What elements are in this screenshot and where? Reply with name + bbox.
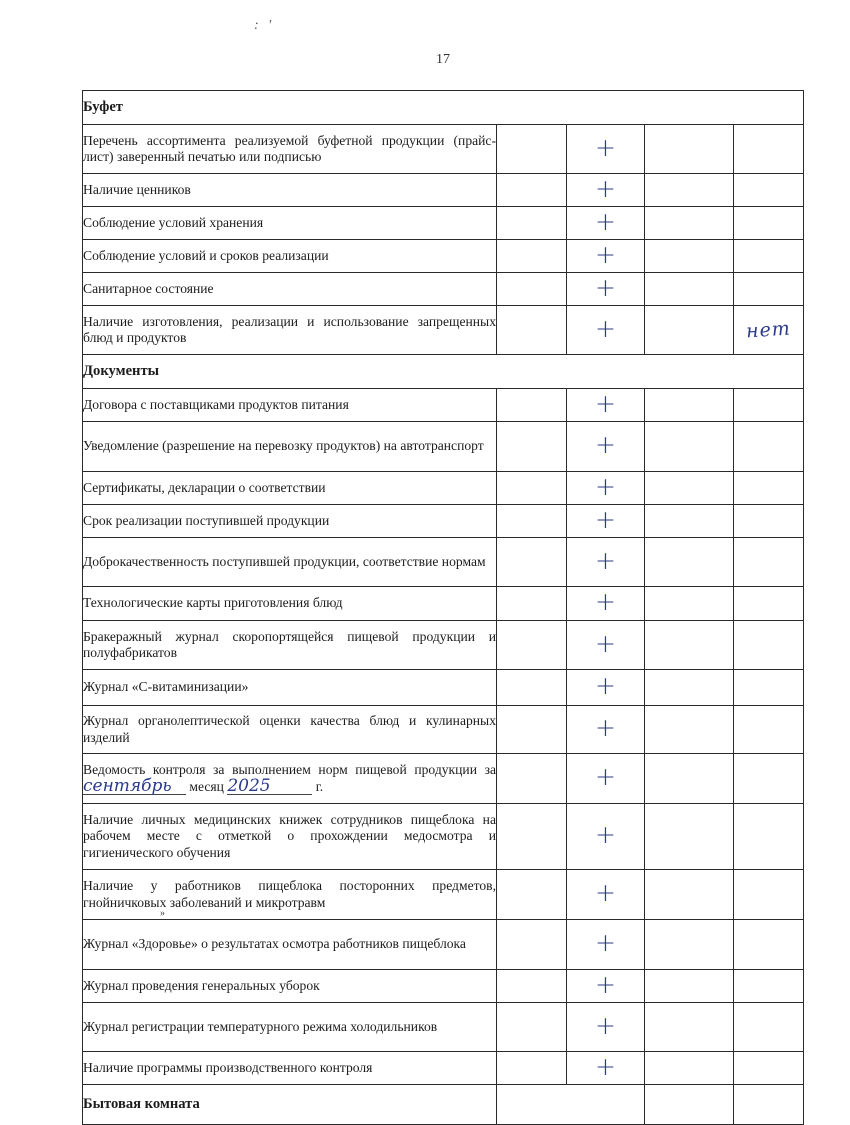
page-number: 17: [436, 52, 450, 67]
empty-cell: [497, 389, 567, 422]
section-header-row: [83, 355, 804, 389]
mark-cell: [567, 754, 645, 804]
empty-cell: [497, 1003, 567, 1052]
note-cell: [734, 273, 804, 306]
table-row: [83, 870, 804, 920]
plus-mark: +: [595, 587, 616, 616]
row-question: Бракеражный журнал скоропортящейся пищевой продукции и полуфабрикатов: [83, 621, 497, 670]
note-cell: [734, 1052, 804, 1085]
table-row: [83, 207, 804, 240]
empty-cell: [645, 1085, 734, 1125]
empty-cell: [497, 920, 567, 970]
row-question: Журнал органолептической оценки качества блюд и кулинарных изделий: [83, 706, 497, 754]
plus-mark: +: [595, 1051, 616, 1081]
empty-cell: [497, 174, 567, 207]
plus-mark: +: [595, 272, 616, 302]
note-cell: [734, 754, 804, 804]
note-cell: [734, 670, 804, 706]
empty-cell: [497, 273, 567, 306]
empty-cell: [645, 621, 734, 670]
mark-cell: [567, 870, 645, 920]
empty-cell: [497, 970, 567, 1003]
empty-cell: [645, 587, 734, 621]
row-question-statement: [83, 754, 497, 804]
empty-cell: [645, 970, 734, 1003]
table-row: [83, 920, 804, 970]
year-suffix: г.: [315, 779, 324, 794]
row-question: Журнал проведения генеральных уборок: [83, 970, 497, 1003]
empty-cell: [645, 505, 734, 538]
plus-mark: +: [595, 713, 616, 742]
note-cell: [734, 240, 804, 273]
plus-mark: +: [595, 545, 616, 575]
scan-artifact: : ': [254, 18, 275, 33]
section-header-row: [83, 91, 804, 125]
empty-cell: [734, 1085, 804, 1125]
table-row: [83, 125, 804, 174]
plus-mark: +: [595, 504, 616, 534]
table-row: [83, 621, 804, 670]
table-row: [83, 754, 804, 804]
mark-cell: [567, 273, 645, 306]
note-cell: [734, 538, 804, 587]
plus-mark: +: [595, 928, 616, 957]
empty-cell: [645, 920, 734, 970]
table-row: [83, 174, 804, 207]
empty-cell: [645, 472, 734, 505]
row-question: Договора с поставщиками продуктов питания: [83, 389, 497, 422]
note-cell: [734, 1003, 804, 1052]
table-row: [83, 670, 804, 706]
empty-cell: [645, 174, 734, 207]
row-question: Срок реализации поступившей продукции: [83, 505, 497, 538]
note-cell: [734, 174, 804, 207]
plus-mark: +: [595, 388, 616, 418]
note-cell: [734, 472, 804, 505]
plus-mark: +: [595, 1010, 616, 1040]
empty-cell: [497, 706, 567, 754]
plus-mark: +: [595, 173, 616, 203]
empty-cell: [497, 587, 567, 621]
table-row: [83, 804, 804, 870]
mark-cell: [567, 306, 645, 355]
row-question: Соблюдение условий хранения: [83, 207, 497, 240]
table-row: [83, 970, 804, 1003]
empty-cell: [497, 1052, 567, 1085]
plus-mark: +: [595, 671, 616, 700]
handwritten-month-value: сентябрь: [83, 778, 186, 795]
empty-cell: [645, 422, 734, 472]
empty-cell: [645, 125, 734, 174]
note-cell: [734, 125, 804, 174]
row-question: Наличие личных медицинских книжек сотрудников пищеблока на рабочем месте с отметкой о прохождении медосмотра и гигиенического обучения: [83, 804, 497, 870]
plus-mark: +: [595, 430, 616, 459]
plus-mark: +: [595, 206, 616, 236]
empty-cell: [497, 670, 567, 706]
table-row: [83, 422, 804, 472]
mark-cell: [567, 804, 645, 870]
plus-mark: +: [595, 878, 616, 907]
empty-cell: [497, 125, 567, 174]
note-cell: [734, 870, 804, 920]
table-row: [83, 1003, 804, 1052]
plus-mark: +: [595, 313, 616, 343]
mark-cell: [567, 240, 645, 273]
empty-cell: [645, 538, 734, 587]
section-title-next: Бытовая комната: [83, 1085, 497, 1125]
row-question: Журнал регистрации температурного режима холодильников: [83, 1003, 497, 1052]
empty-cell: [645, 754, 734, 804]
handwritten-note: нет: [745, 317, 792, 343]
empty-cell: [497, 240, 567, 273]
empty-cell: [645, 706, 734, 754]
note-cell: [734, 920, 804, 970]
empty-cell: [497, 804, 567, 870]
section-title-buffet: Буфет: [83, 91, 804, 125]
mark-cell: [567, 920, 645, 970]
plus-mark: +: [595, 969, 616, 999]
mark-cell: [567, 670, 645, 706]
empty-cell: [497, 306, 567, 355]
empty-cell: [497, 621, 567, 670]
plus-mark: +: [595, 132, 616, 162]
empty-cell: [645, 240, 734, 273]
plus-mark: +: [595, 239, 616, 269]
mark-cell: [567, 505, 645, 538]
empty-cell: [497, 472, 567, 505]
empty-cell: [645, 1003, 734, 1052]
empty-cell: [497, 754, 567, 804]
mark-cell: [567, 706, 645, 754]
table-row: [83, 273, 804, 306]
row-question: Наличие программы производственного контроля: [83, 1052, 497, 1085]
empty-cell: [645, 670, 734, 706]
empty-cell: [497, 870, 567, 920]
table-row: [83, 1052, 804, 1085]
empty-cell: [645, 1052, 734, 1085]
plus-mark: +: [595, 762, 616, 791]
mark-cell: [567, 472, 645, 505]
table-row: [83, 472, 804, 505]
note-cell: [734, 389, 804, 422]
empty-cell: [497, 505, 567, 538]
mark-cell: [567, 1003, 645, 1052]
table-row: [83, 505, 804, 538]
empty-cell: [645, 389, 734, 422]
empty-cell: [497, 1085, 645, 1125]
empty-cell: [645, 870, 734, 920]
mark-cell: [567, 125, 645, 174]
table-row: [83, 389, 804, 422]
note-cell: [734, 207, 804, 240]
note-cell: [734, 306, 804, 355]
inspection-checklist-table: [82, 90, 804, 1125]
row-question: Сертификаты, декларации о соответствии: [83, 472, 497, 505]
month-label: месяц: [189, 779, 224, 794]
mark-cell: [567, 970, 645, 1003]
mark-cell: [567, 538, 645, 587]
row-question: Наличие изготовления, реализации и использование запрещенных блюд и продуктов: [83, 306, 497, 355]
row-question: Наличие у работников пищеблока посторонних предметов, гнойничковых заболеваний и микротравм: [83, 870, 497, 920]
row-question: Журнал «С-витаминизации»: [83, 670, 497, 706]
empty-cell: [645, 306, 734, 355]
statement-text: Ведомость контроля за выполнением норм пищевой продукции за: [83, 761, 496, 777]
mark-cell: [567, 174, 645, 207]
empty-cell: [497, 538, 567, 587]
mark-cell: [567, 621, 645, 670]
table-row: [83, 240, 804, 273]
handwritten-year-value: 2025: [227, 778, 312, 795]
mark-cell: [567, 587, 645, 621]
table-row: [83, 706, 804, 754]
table-row: [83, 306, 804, 355]
empty-cell: [497, 207, 567, 240]
plus-mark: +: [595, 628, 616, 658]
row-question: Санитарное состояние: [83, 273, 497, 306]
empty-cell: [497, 422, 567, 472]
plus-mark: +: [595, 471, 616, 501]
mark-cell: [567, 389, 645, 422]
note-cell: [734, 422, 804, 472]
row-question: Перечень ассортимента реализуемой буфетной продукции (прайс-лист) заверенный печатью или подписью: [83, 125, 497, 174]
table-row: [83, 587, 804, 621]
empty-cell: [645, 273, 734, 306]
note-cell: [734, 621, 804, 670]
empty-cell: [645, 207, 734, 240]
stray-mark: »: [160, 908, 165, 919]
note-cell: [734, 706, 804, 754]
row-question: Журнал «Здоровье» о результатах осмотра работников пищеблока: [83, 920, 497, 970]
row-question: Доброкачественность поступившей продукции, соответствие нормам: [83, 538, 497, 587]
note-cell: [734, 587, 804, 621]
table-row: [83, 538, 804, 587]
note-cell: [734, 804, 804, 870]
row-question: Соблюдение условий и сроков реализации: [83, 240, 497, 273]
empty-cell: [645, 804, 734, 870]
note-cell: [734, 505, 804, 538]
mark-cell: [567, 1052, 645, 1085]
section-header-row: [83, 1085, 804, 1125]
row-question: Технологические карты приготовления блюд: [83, 587, 497, 621]
row-question: Уведомление (разрешение на перевозку продуктов) на автотранспорт: [83, 422, 497, 472]
mark-cell: [567, 207, 645, 240]
section-title-documents: Документы: [83, 355, 804, 389]
row-question: Наличие ценников: [83, 174, 497, 207]
note-cell: [734, 970, 804, 1003]
mark-cell: [567, 422, 645, 472]
plus-mark: +: [595, 820, 616, 849]
